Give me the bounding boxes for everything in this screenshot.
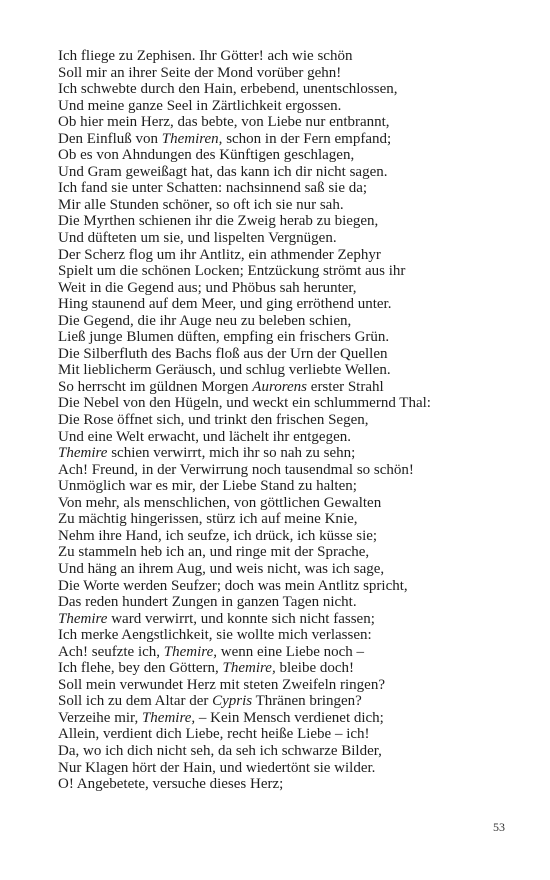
verse-line [58, 743, 498, 760]
verse-line [58, 147, 498, 164]
verse-text: Mit lieblicherm Geräusch, und schlug verliebte Wellen. [58, 362, 391, 379]
verse-line [58, 296, 498, 313]
verse-line [58, 677, 498, 694]
verse-text: Den Einfluß von [58, 130, 162, 147]
verse-text: Hing staunend auf dem Meer, und ging erröthend unter. [58, 296, 392, 313]
verse-line [58, 329, 498, 346]
verse-text: Ließ junge Blumen düften, empfing ein frischers Grün. [58, 329, 390, 346]
verse-line [58, 180, 498, 197]
verse-text: – Kein Mensch verdienet dich; [195, 709, 384, 726]
verse-line [58, 131, 498, 148]
verse-italic-name: Themire [58, 445, 108, 462]
verse-line [58, 528, 498, 545]
verse-text: Ich fliege zu Zephisen. Ihr Götter! ach wie schön [58, 48, 353, 64]
verse-line [58, 395, 498, 412]
verse-text: Die Gegend, die ihr Auge neu zu beleben schien, [58, 312, 352, 329]
verse-line [58, 710, 498, 727]
verse-italic-name: Themire, [141, 709, 196, 726]
verse-text: Da, wo ich dich nicht seh, da seh ich schwarze Bilder, [58, 742, 382, 759]
verse-text: schien verwirrt, mich ihr so nah zu sehn; [107, 445, 356, 462]
verse-line [58, 313, 498, 330]
verse-italic-name: Themire, [222, 660, 276, 677]
verse-text: Ob es von Ahndungen des Künftigen geschlagen, [58, 147, 355, 164]
verse-line [58, 478, 498, 495]
verse-text: Mir alle Stunden schöner, so oft ich sie nur sah. [58, 196, 344, 213]
verse-text: Ich flehe, bey den Göttern, [58, 660, 223, 677]
verse-text: Thränen bringen? [252, 693, 362, 710]
verse-text: Ach! seufzte ich, [58, 643, 164, 660]
verse-text: erster Strahl [307, 378, 384, 395]
verse-line [58, 81, 498, 98]
verse-line [58, 495, 498, 512]
verse-text: Das reden hundert Zungen in ganzen Tagen nicht. [58, 594, 357, 611]
verse-text: Unmöglich war es mir, der Liebe Stand zu halten; [58, 478, 357, 495]
verse-text: Allein, verdient dich Liebe, recht heiße Liebe – ich! [58, 726, 370, 743]
verse-text: Von mehr, als menschlichen, von göttlichen Gewalten [58, 494, 382, 511]
verse-line [58, 760, 498, 777]
verse-text: wenn eine Liebe noch – [217, 643, 365, 660]
verse-line [58, 346, 498, 363]
verse-text: Nehm ihre Hand, ich seufze, ich drück, ich küsse sie; [58, 527, 378, 544]
verse-text: Weit in die Gegend aus; und Phöbus sah herunter, [58, 279, 357, 296]
verse-line [58, 726, 498, 743]
verse-line [58, 578, 498, 595]
verse-text: Der Scherz flog um ihr Antlitz, ein athmender Zephyr [58, 246, 381, 263]
verse-line [58, 65, 498, 82]
verse-text: Ob hier mein Herz, das bebte, von Liebe nur entbrannt, [58, 114, 390, 131]
verse-line [58, 197, 498, 214]
verse-line [58, 263, 498, 280]
verse-text: O! Angebetete, versuche dieses Herz; [58, 776, 284, 793]
verse-text: Spielt um die schönen Locken; Entzückung strömt aus ihr [58, 263, 406, 280]
verse-text: Verzeihe mir, [58, 709, 142, 726]
verse-text: ward verwirrt, und konnte sich nicht fassen; [107, 610, 375, 627]
verse-text: schon in der Fern empfand; [222, 130, 392, 147]
verse-text: Die Myrthen schienen ihr die Zweig herab zu biegen, [58, 213, 379, 230]
verse-line [58, 660, 498, 677]
verse-text: Die Rose öffnet sich, und trinkt den frischen Segen, [58, 412, 369, 429]
verse-text: Zu stammeln heb ich an, und ringe mit der Sprache, [58, 544, 370, 561]
verse-line [58, 164, 498, 181]
verse-line [58, 429, 498, 446]
verse-text: bleibe doch! [275, 660, 355, 677]
verse-text: Soll mein verwundet Herz mit steten Zweifeln ringen? [58, 676, 385, 693]
verse-text: Zu mächtig hingerissen, stürz ich auf meine Knie, [58, 511, 358, 528]
verse-text: Nur Klagen hört der Hain, und wiedertönt sie wilder. [58, 759, 376, 776]
verse-line [58, 247, 498, 264]
verse-line [58, 48, 498, 65]
page-number: 53 [493, 820, 505, 834]
verse-line [58, 230, 498, 247]
verse-text: Und eine Welt erwacht, und lächelt ihr entgegen. [58, 428, 351, 445]
verse-text: So herrscht im güldnen Morgen [58, 378, 253, 395]
verse-text: Die Nebel von den Hügeln, und weckt ein schlummernd Thal: [58, 395, 431, 412]
verse-text: Soll ich zu dem Altar der [58, 693, 213, 710]
verse-text: Und meine ganze Seel in Zärtlichkeit ergossen. [58, 97, 342, 114]
verse-text: Soll mir an ihrer Seite der Mond vorüber gehn! [58, 64, 342, 81]
verse-text: Die Worte werden Seufzer; doch was mein Antlitz spricht, [58, 577, 408, 594]
verse-text: Und Gram geweißagt hat, das kann ich dir nicht sagen. [58, 163, 388, 180]
verse-line [58, 776, 498, 793]
verse-line [58, 114, 498, 131]
verse-line [58, 362, 498, 379]
verse-text: Und düfteten um sie, und lispelten Vergnügen. [58, 230, 337, 247]
verse-line [58, 213, 498, 230]
poem-text [58, 48, 498, 793]
verse-line [58, 611, 498, 628]
verse-text: Ach! Freund, in der Verwirrung noch tausendmal so schön! [58, 461, 414, 478]
verse-italic-name: Themire [58, 610, 108, 627]
verse-line [58, 627, 498, 644]
verse-text: Ich schwebte durch den Hain, erbebend, unentschlossen, [58, 81, 398, 98]
verse-italic-name: Cypris [212, 693, 253, 710]
verse-line [58, 511, 498, 528]
verse-line [58, 594, 498, 611]
verse-line [58, 280, 498, 297]
verse-line [58, 462, 498, 479]
verse-line [58, 379, 498, 396]
verse-text: Und häng an ihrem Aug, und weis nicht, was ich sage, [58, 560, 385, 577]
verse-text: Die Silberfluth des Bachs floß aus der Urn der Quellen [58, 345, 388, 362]
verse-line [58, 693, 498, 710]
verse-line [58, 644, 498, 661]
verse-line [58, 561, 498, 578]
verse-text: Ich fand sie unter Schatten: nachsinnend saß sie da; [58, 180, 368, 197]
verse-line [58, 544, 498, 561]
verse-line [58, 98, 498, 115]
verse-italic-name: Themire, [163, 643, 217, 660]
verse-text: Ich merke Aengstlichkeit, sie wollte mich verlassen: [58, 627, 372, 644]
verse-line [58, 412, 498, 429]
verse-italic-name: Aurorens [252, 378, 308, 395]
verse-italic-name: Themiren, [161, 130, 223, 147]
verse-line [58, 445, 498, 462]
